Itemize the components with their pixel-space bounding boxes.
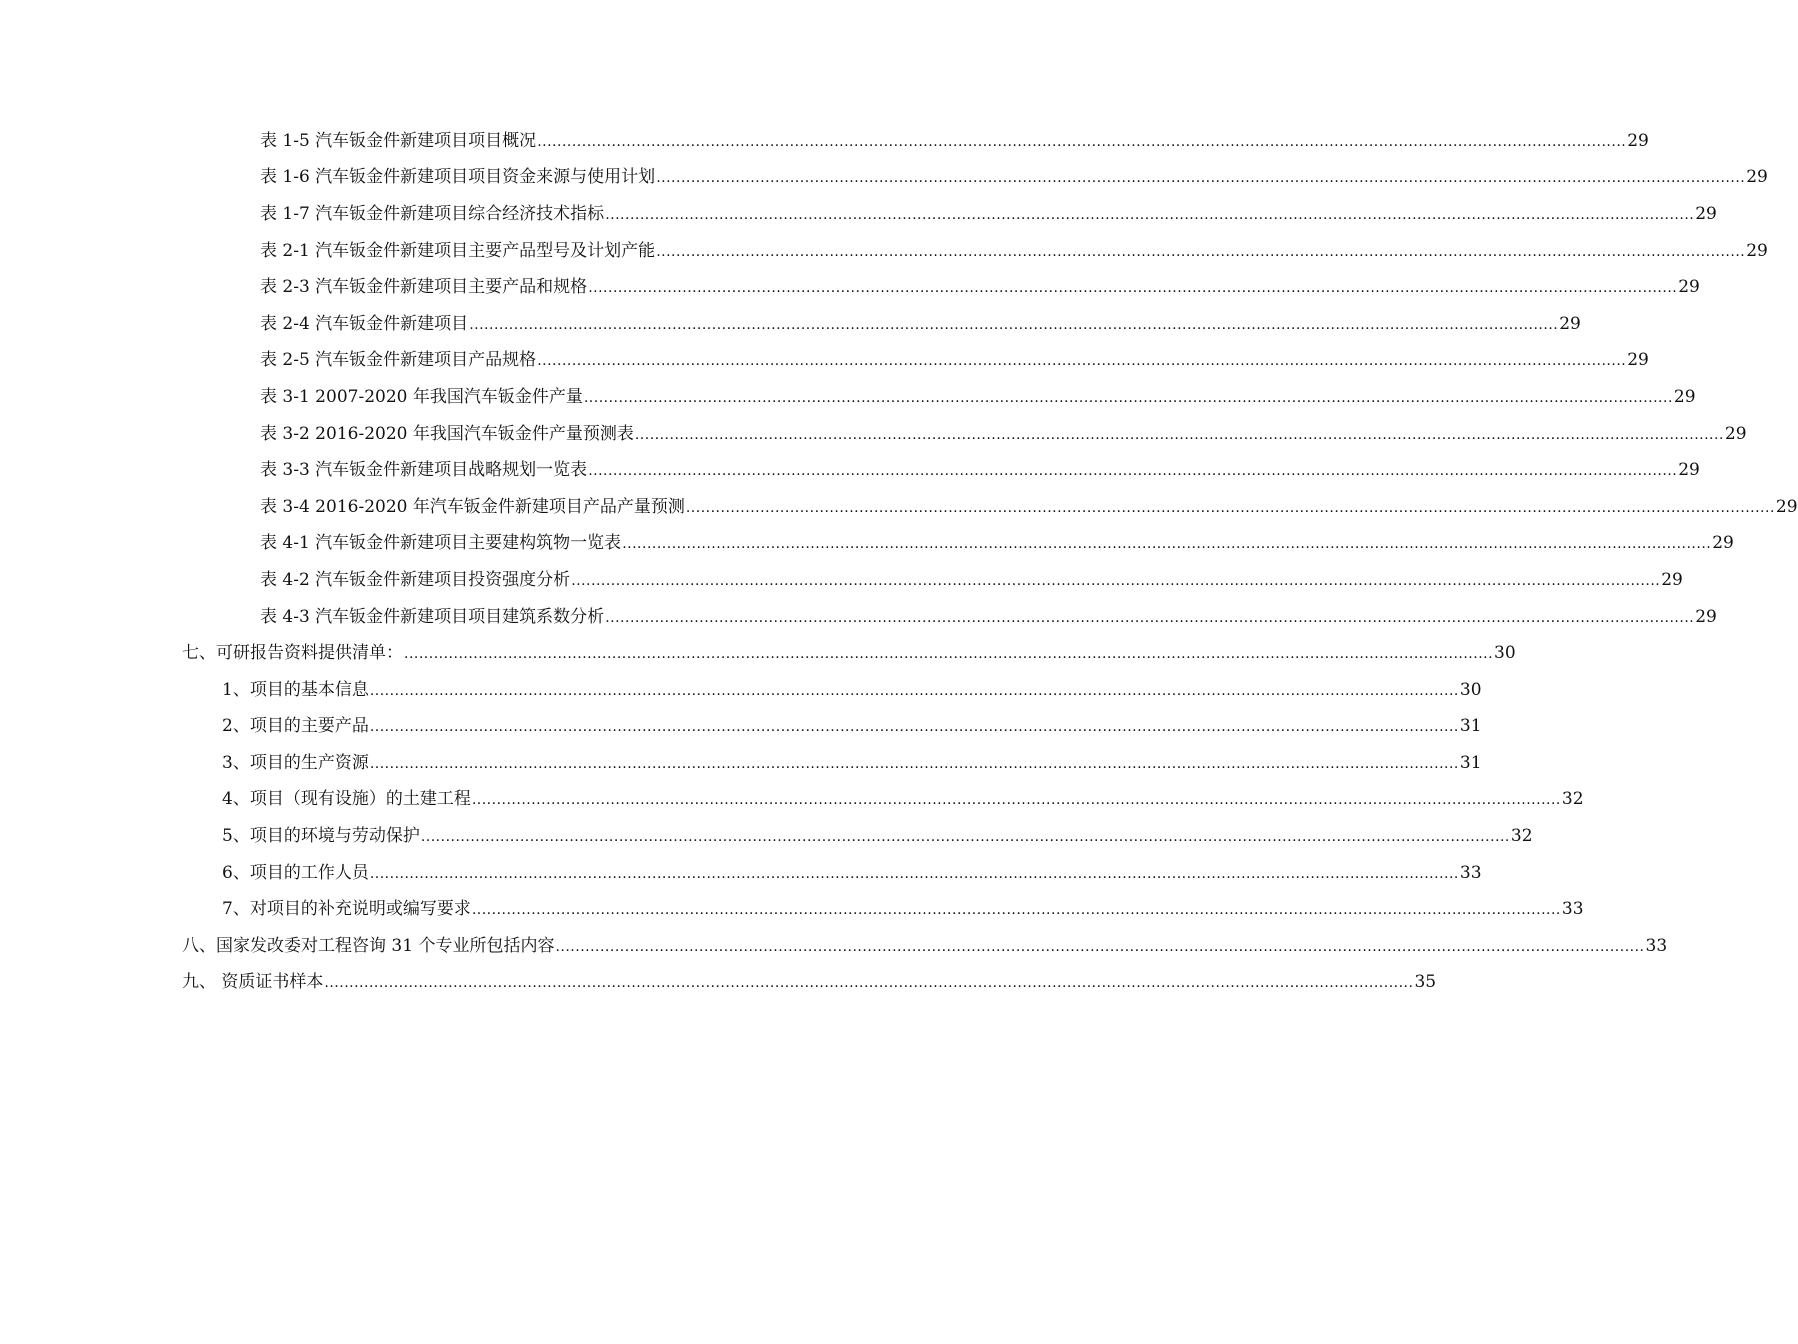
toc-entry-title: 表 1-7 汽车钣金件新建项目综合经济技术指标 [260,203,605,224]
toc-entry[interactable] [0,632,1516,669]
toc-entry-line [260,419,1747,444]
toc-leader-dots: ............................................................................................................................................................................................................................ [369,719,1459,736]
toc-entry-line [260,199,1717,224]
toc-entry[interactable] [0,852,1482,889]
toc-entry[interactable] [0,413,1747,450]
toc-entry[interactable] [0,706,1482,743]
toc-entry-page-number: 29 [1746,240,1768,261]
toc-entry[interactable] [0,230,1768,267]
toc-entry-title: 表 4-3 汽车钣金件新建项目项目建筑系数分析 [260,606,605,627]
toc-entry[interactable] [0,523,1734,560]
toc-entry-title: 3、项目的生产资源 [222,752,369,773]
toc-entry[interactable] [0,925,1668,962]
toc-entry[interactable] [0,340,1649,377]
toc-entry-page-number: 29 [1627,130,1649,151]
toc-entry-title: 2、项目的主要产品 [222,716,369,737]
toc-leader-dots: ............................................................................................................................................................................................................................ [469,316,1559,333]
toc-entry-page-number: 31 [1459,716,1482,737]
toc-entry[interactable] [0,742,1482,779]
toc-entry-page-number: 29 [1678,277,1700,298]
toc-entry[interactable] [0,559,1683,596]
toc-leader-dots: ............................................................................................................................................................................................................................ [588,280,1678,297]
toc-entry-line [260,565,1683,590]
toc-entry-title: 1、项目的基本信息 [222,679,369,700]
toc-entry[interactable] [0,157,1768,194]
toc-entry[interactable] [0,596,1717,633]
toc-entry[interactable] [0,486,1798,523]
toc-entry-line [222,748,1482,773]
toc-leader-dots: ............................................................................................................................................................................................................................ [622,536,1712,553]
toc-entry-line [260,309,1581,334]
toc-entry-page-number: 30 [1459,679,1482,700]
toc-entry-line [260,382,1696,407]
toc-entry-page-number: 29 [1673,386,1696,407]
toc-leader-dots: ............................................................................................................................................................................................................................ [605,609,1695,626]
toc-entry-page-number: 29 [1678,460,1700,481]
toc-entry-page-number: 33 [1645,935,1668,956]
toc-leader-dots: ............................................................................................................................................................................................................................ [605,206,1695,223]
toc-leader-dots: ............................................................................................................................................................................................................................ [537,353,1627,370]
toc-entry-line [222,675,1482,700]
toc-entry[interactable] [0,376,1696,413]
toc-entry-title: 表 3-4 2016-2020 年汽车钣金件新建项目产品产量预测 [260,496,685,517]
toc-entry-line [260,455,1700,481]
toc-entry[interactable] [0,815,1533,852]
toc-entry-line [222,711,1482,737]
toc-entry-page-number: 29 [1695,606,1717,627]
toc-leader-dots: ............................................................................................................................................................................................................................ [369,865,1459,882]
toc-entry-title: 表 3-3 汽车钣金件新建项目战略规划一览表 [260,460,588,481]
toc-leader-dots: ............................................................................................................................................................................................................................ [656,243,1746,260]
toc-entry-title: 表 4-1 汽车钣金件新建项目主要建构筑物一览表 [260,533,622,554]
toc-entry[interactable] [0,266,1700,303]
toc-entry-page-number: 29 [1712,533,1734,554]
toc-leader-dots: ............................................................................................................................................................................................................................ [656,170,1746,187]
toc-entry-page-number: 29 [1627,350,1649,371]
toc-leader-dots: ............................................................................................................................................................................................................................ [420,829,1510,846]
toc-entry-page-number: 29 [1661,569,1683,590]
toc-leader-dots: ............................................................................................................................................................................................................................ [555,938,1645,955]
toc-leader-dots: ............................................................................................................................................................................................................................ [583,389,1673,406]
toc-leader-dots: ............................................................................................................................................................................................................................ [369,682,1459,699]
toc-entry-page-number: 29 [1695,203,1717,224]
toc-entry-line [182,931,1668,956]
toc-leader-dots: ............................................................................................................................................................................................................................ [471,792,1561,809]
toc-entry-page-number: 29 [1746,167,1768,188]
toc-entry-line [182,638,1516,664]
toc-entry-line [222,821,1533,847]
toc-entry-page-number: 31 [1459,752,1482,773]
toc-entry-page-number: 29 [1559,313,1581,334]
toc-entry-line [260,272,1700,298]
toc-entry-title: 表 1-5 汽车钣金件新建项目项目概况 [260,130,537,151]
toc-leader-dots: ............................................................................................................................................................................................................................ [634,426,1724,443]
toc-entry-title: 4、项目（现有设施）的土建工程 [222,789,471,810]
table-of-contents [0,120,1798,998]
toc-entry-line [260,236,1768,261]
toc-entry-line [260,602,1717,627]
toc-entry-line [222,858,1482,883]
toc-entry-line [260,345,1649,371]
toc-entry-title: 表 2-4 汽车钣金件新建项目 [260,313,469,334]
toc-entry-line [222,894,1584,920]
toc-entry-page-number: 35 [1414,972,1437,993]
toc-leader-dots: ............................................................................................................................................................................................................................ [685,499,1775,516]
toc-entry-title: 6、项目的工作人员 [222,862,369,883]
toc-entry[interactable] [0,303,1581,340]
toc-leader-dots: ............................................................................................................................................................................................................................ [588,463,1678,480]
toc-entry-title: 表 1-6 汽车钣金件新建项目项目资金来源与使用计划 [260,167,656,188]
toc-leader-dots: ............................................................................................................................................................................................................................ [369,755,1459,772]
toc-entry-page-number: 29 [1724,423,1747,444]
toc-entry[interactable] [0,779,1584,816]
toc-entry-title: 表 4-2 汽车钣金件新建项目投资强度分析 [260,569,571,590]
toc-entry-line [260,528,1734,554]
toc-entry-page-number: 33 [1561,899,1584,920]
toc-entry-line [182,967,1437,993]
toc-entry-title: 表 2-5 汽车钣金件新建项目产品规格 [260,350,537,371]
toc-entry-line [260,126,1649,151]
toc-entry-title: 5、项目的环境与劳动保护 [222,826,420,847]
toc-entry-page-number: 33 [1459,862,1482,883]
toc-leader-dots: ............................................................................................................................................................................................................................ [537,133,1627,150]
toc-entry[interactable] [0,888,1584,925]
toc-entry-title: 九、 资质证书样本 [182,972,324,993]
toc-leader-dots: ............................................................................................................................................................................................................................ [324,975,1414,992]
toc-entry-page-number: 32 [1510,826,1533,847]
toc-entry-title: 表 3-1 2007-2020 年我国汽车钣金件产量 [260,386,583,407]
toc-entry[interactable] [0,193,1717,230]
toc-entry-title: 七、可研报告资料提供清单： [182,643,403,664]
toc-entry[interactable] [0,962,1437,999]
toc-entry[interactable] [0,120,1649,157]
toc-entry-line [260,162,1768,188]
toc-leader-dots: ............................................................................................................................................................................................................................ [571,572,1661,589]
toc-entry-title: 7、对项目的补充说明或编写要求 [222,899,471,920]
toc-leader-dots: ............................................................................................................................................................................................................................ [471,902,1561,919]
toc-leader-dots: ............................................................................................................................................................................................................................ [404,646,1494,663]
toc-entry-title: 表 2-3 汽车钣金件新建项目主要产品和规格 [260,277,588,298]
toc-entry-page-number: 30 [1494,643,1516,664]
toc-entry-title: 表 3-2 2016-2020 年我国汽车钣金件产量预测表 [260,423,634,444]
toc-entry-title: 八、国家发改委对工程咨询 31 个专业所包括内容 [182,935,555,956]
toc-entry-line [222,784,1584,810]
toc-entry[interactable] [0,449,1700,486]
toc-entry-page-number: 29 [1775,496,1798,517]
toc-entry-line [260,492,1798,517]
toc-entry[interactable] [0,669,1482,706]
toc-entry-title: 表 2-1 汽车钣金件新建项目主要产品型号及计划产能 [260,240,656,261]
toc-entry-page-number: 32 [1561,789,1584,810]
